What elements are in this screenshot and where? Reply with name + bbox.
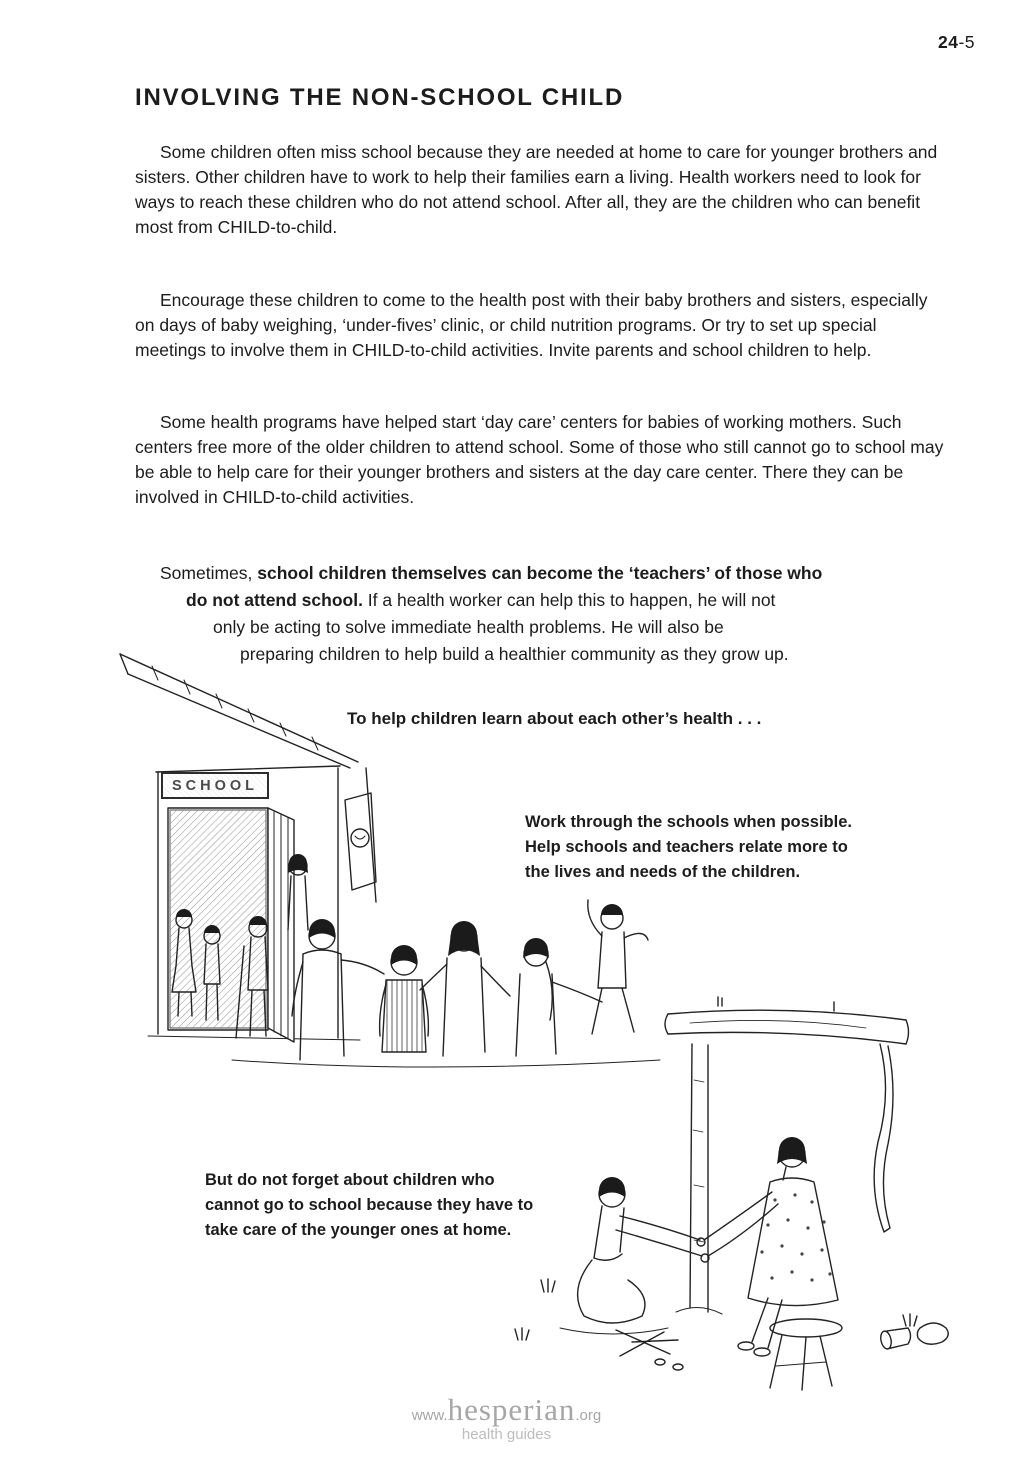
- paragraph-1: Some children often miss school because they are needed at home to care for younger brothers and sisters. Other children have to work to help their families earn a living. Health workers need to look for ways to reach these children who do not attend school. After all, they are the children who can benefit most from CHILD-to-child.: [135, 142, 938, 237]
- caption-line: Work through the schools when possible.: [525, 813, 852, 831]
- school-sign-label: SCHOOL: [171, 777, 259, 794]
- caption-line: take care of the younger ones at home.: [205, 1221, 512, 1239]
- caption-line: Help schools and teachers relate more to: [525, 838, 848, 856]
- beam-and-post: [665, 997, 909, 1314]
- illustration: [0, 640, 1013, 1395]
- caption-work-through-schools: [525, 810, 852, 885]
- children-group: [232, 854, 660, 1067]
- caption-dont-forget: [205, 1168, 533, 1243]
- caption-line: the lives and needs of the children.: [525, 863, 801, 881]
- watermark-brand: hesperian: [447, 1392, 576, 1427]
- paragraph-4: [135, 560, 975, 668]
- paragraph-4-line-4: preparing children to help build a healthier community as they grow up.: [240, 644, 789, 664]
- paragraph-4-line-2: do not attend school. If a health worker can help this to happen, he will not: [186, 590, 776, 610]
- page-title: INVOLVING THE NON-SCHOOL CHILD: [135, 84, 625, 111]
- school-building: [120, 654, 360, 1042]
- watermark-www: www.: [411, 1407, 448, 1424]
- page-number-page: -5: [958, 32, 975, 52]
- watermark-url: [0, 1394, 1013, 1425]
- caption-intro: To help children learn about each other’s health . . .: [347, 709, 762, 728]
- paragraph-4-line-1: Sometimes, school children themselves can become the ‘teachers’ of those who: [160, 563, 823, 583]
- ground-details: [515, 1279, 948, 1370]
- caption-line: But do not forget about children who: [205, 1171, 495, 1189]
- watermark-tagline: health guides: [461, 1426, 552, 1443]
- watermark: [0, 1394, 1013, 1442]
- child-on-ground: [560, 1177, 702, 1334]
- school-flag: [345, 768, 376, 902]
- girl-on-stool: [697, 1137, 842, 1390]
- watermark-org: .org: [575, 1407, 602, 1424]
- school-sign: [161, 772, 269, 799]
- caption-line: cannot go to school because they have to: [205, 1196, 534, 1214]
- paragraph-3: Some health programs have helped start ‘day care’ centers for babies of working mothers. Such centers free more of the older children to attend school. Some of those who still cannot go to school may be able to help care for their younger brothers and sisters at the day care center. There they can be involved in CHILD-to-child activities.: [135, 412, 944, 507]
- paragraph-2: Encourage these children to come to the health post with their baby brothers and sisters, especially on days of baby weighing, ‘under-fives’ clinic, or child nutrition programs. Or try to set up special meetings to involve them in CHILD-to-child activities. Invite parents and school children to help.: [135, 290, 928, 360]
- page-number: [938, 32, 975, 53]
- children-near-door: [172, 909, 268, 1038]
- page-number-chapter: 24: [937, 32, 959, 52]
- paragraph-4-line-3: only be acting to solve immediate health problems. He will also be: [213, 617, 724, 637]
